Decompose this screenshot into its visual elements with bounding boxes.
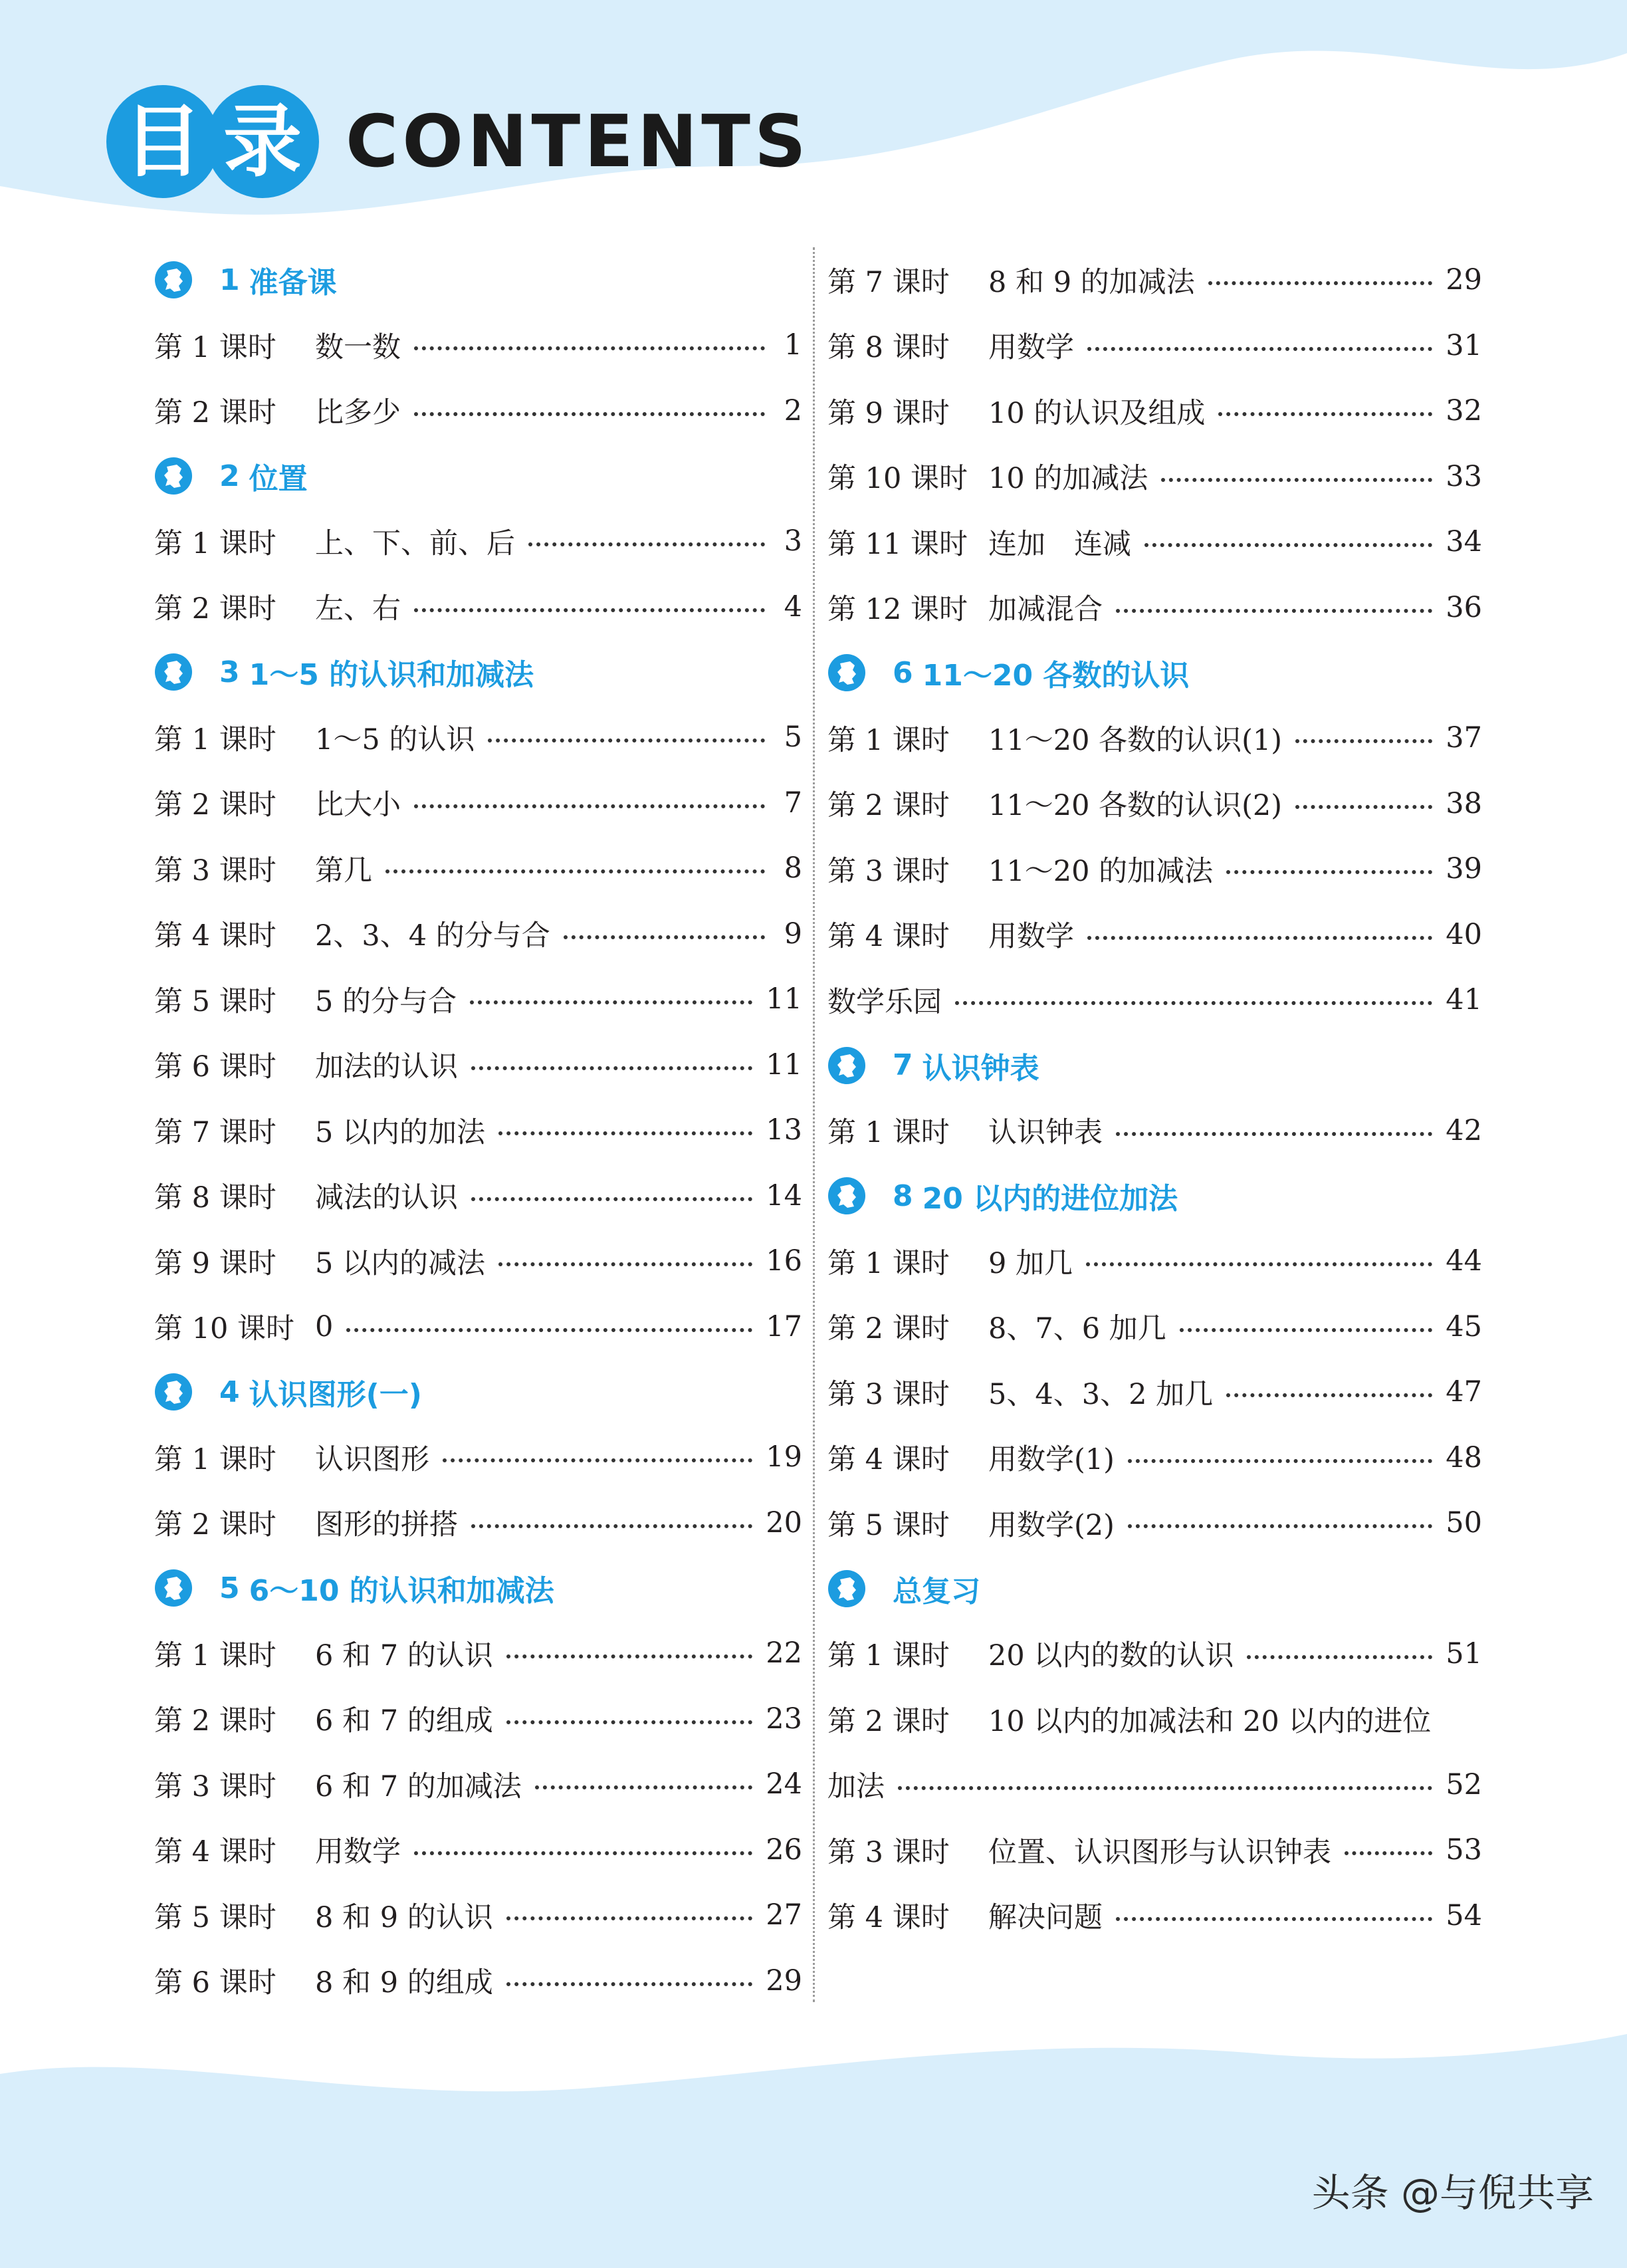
lesson-label: 第 1 课时 (154, 330, 276, 364)
page-number: 2 (784, 394, 802, 427)
lesson-title: 上、下、前、后 (315, 526, 515, 560)
lesson-label: 第 6 课时 (154, 1966, 276, 2000)
lesson-title: 5、4、3、2 加几 (988, 1377, 1214, 1411)
toc-entry[interactable] (154, 1228, 802, 1294)
chapter-title: 认识钟表 (922, 1051, 1039, 1085)
lesson-label: 第 2 课时 (154, 396, 276, 430)
lesson-label: 第 1 课时 (154, 723, 276, 756)
chapter-title: 认识图形(一) (249, 1378, 422, 1412)
chapter-heading[interactable] (154, 1555, 802, 1621)
page-number: 14 (766, 1179, 802, 1212)
toc-header (106, 85, 810, 198)
toc-entry[interactable] (154, 770, 802, 836)
chapter-bullet-icon (154, 261, 193, 299)
lesson-title: 位置、认识图形与认识钟表 (988, 1835, 1331, 1869)
toc-entry[interactable] (154, 705, 802, 770)
page-number: 16 (766, 1244, 802, 1278)
lesson-label: 第 1 课时 (154, 1442, 276, 1476)
toc-entry[interactable] (154, 509, 802, 574)
toc-entry[interactable] (827, 378, 1482, 444)
chapter-title: 11～20 各数的认识 (922, 659, 1190, 693)
lesson-title: 1～5 的认识 (315, 723, 475, 756)
chapter-bullet-icon (154, 1569, 193, 1607)
toc-entry[interactable] (154, 1752, 802, 1817)
dot-leader (1128, 1524, 1432, 1528)
chapter-title: 6～10 的认识和加减法 (249, 1574, 554, 1608)
toc-entry[interactable] (154, 1817, 802, 1883)
lesson-title: 左、右 (315, 592, 401, 626)
chapter-bullet-icon (827, 1177, 866, 1215)
lesson-label: 第 2 课时 (154, 788, 276, 822)
page-number: 34 (1446, 525, 1482, 559)
chapter-number: 1 (219, 263, 240, 297)
lesson-title: 0 (315, 1309, 334, 1343)
toc-entry[interactable] (154, 1490, 802, 1556)
dot-leader (443, 1458, 752, 1462)
chapter-heading[interactable] (154, 443, 802, 509)
lesson-title: 2、3、4 的分与合 (315, 919, 550, 953)
lesson-label: 第 3 课时 (827, 1377, 950, 1411)
toc-entry[interactable] (827, 313, 1482, 379)
chapter-heading[interactable] (827, 1033, 1482, 1098)
dot-leader (498, 1262, 752, 1266)
lesson-label: 数学乐园 (827, 985, 942, 1019)
lesson-title: 6 和 7 的加减法 (315, 1769, 522, 1803)
page-number: 41 (1446, 983, 1482, 1017)
lesson-title: 9 加几 (988, 1246, 1073, 1280)
lesson-label: 第 9 课时 (154, 1246, 276, 1280)
lesson-label: 第 10 课时 (154, 1312, 295, 1346)
lesson-label: 第 2 课时 (154, 1704, 276, 1738)
toc-entry[interactable] (154, 312, 802, 378)
dot-leader (1161, 478, 1432, 482)
contents-heading: CONTENTS (346, 100, 810, 183)
chapter-heading[interactable] (827, 640, 1482, 705)
page-number: 4 (784, 590, 802, 624)
toc-entry[interactable] (827, 836, 1482, 902)
page-number: 9 (784, 917, 802, 951)
lesson-label: 第 4 课时 (827, 1443, 950, 1477)
lesson-title: 6 和 7 的认识 (315, 1639, 493, 1672)
lesson-label: 第 2 课时 (827, 1704, 950, 1738)
page-number: 24 (766, 1767, 802, 1801)
page-number: 22 (766, 1637, 802, 1670)
page-number: 11 (766, 982, 802, 1016)
lesson-title: 连加 连减 (988, 527, 1131, 561)
chapter-bullet-icon (154, 457, 193, 495)
page-number: 5 (784, 721, 802, 754)
lesson-title: 用数学 (988, 331, 1074, 365)
lesson-label: 第 1 课时 (827, 1639, 950, 1673)
dot-leader (1226, 870, 1432, 874)
dot-leader (1087, 347, 1432, 351)
lesson-label: 加法 (827, 1770, 885, 1804)
chapter-title: 总复习 (893, 1574, 980, 1609)
lesson-title: 减法的认识 (315, 1181, 458, 1215)
lesson-title: 数一数 (315, 330, 401, 364)
toc-entry[interactable] (154, 378, 802, 444)
dot-leader (1128, 1459, 1432, 1463)
lesson-title: 10 以内的加减法和 20 以内的进位 (988, 1704, 1432, 1738)
lesson-title: 6 和 7 的组成 (315, 1704, 493, 1738)
toc-right-column (827, 247, 1482, 1948)
bottom-wave-background (0, 2034, 1627, 2268)
toc-entry[interactable] (827, 1621, 1482, 1687)
toc-entry[interactable] (827, 1294, 1482, 1360)
lesson-title: 11～20 各数的认识(2) (988, 789, 1283, 823)
toc-entry[interactable] (154, 574, 802, 640)
toc-entry[interactable] (154, 1097, 802, 1163)
lesson-title: 解决问题 (988, 1901, 1103, 1935)
chapter-heading[interactable] (827, 1556, 1482, 1621)
chapter-heading[interactable] (154, 247, 802, 312)
toc-entry[interactable] (154, 966, 802, 1032)
dot-leader (414, 346, 765, 350)
page-number: 23 (766, 1702, 802, 1736)
page-number: 40 (1446, 917, 1482, 951)
lesson-label: 第 10 课时 (827, 462, 968, 496)
lesson-label: 第 4 课时 (827, 1901, 950, 1935)
dot-leader (1116, 1132, 1432, 1136)
page-number: 1 (784, 328, 802, 362)
lesson-title: 8 和 9 的加减法 (988, 265, 1195, 299)
dot-leader (414, 412, 765, 416)
toc-entry[interactable] (827, 1425, 1482, 1491)
dot-leader (1116, 609, 1432, 613)
dot-leader (1116, 1917, 1432, 1921)
dot-leader (564, 935, 765, 939)
lesson-title: 用数学(2) (988, 1508, 1115, 1542)
toc-entry[interactable] (154, 1882, 802, 1948)
chapter-number: 8 (893, 1179, 913, 1213)
toc-entry[interactable] (154, 901, 802, 967)
lesson-title: 比多少 (315, 396, 401, 430)
dot-leader (535, 1785, 753, 1789)
logo-circle-lu: 录 (206, 85, 319, 198)
page-number: 47 (1446, 1375, 1482, 1409)
dot-leader (488, 738, 765, 742)
toc-entry[interactable] (827, 1228, 1482, 1294)
page-number: 29 (1446, 263, 1482, 297)
lesson-label: 第 8 课时 (827, 331, 950, 365)
lesson-label: 第 12 课时 (827, 593, 968, 627)
chapter-bullet-icon (827, 1569, 866, 1608)
page-number: 45 (1446, 1309, 1482, 1343)
chapter-number: 5 (219, 1571, 240, 1605)
dot-leader (1144, 543, 1432, 547)
page-number: 50 (1446, 1506, 1482, 1540)
toc-entry[interactable] (827, 771, 1482, 837)
page-number: 51 (1446, 1637, 1482, 1670)
page-number: 37 (1446, 721, 1482, 755)
toc-entry[interactable] (154, 1948, 802, 2014)
page-number: 36 (1446, 590, 1482, 624)
dot-leader (470, 1000, 752, 1004)
dot-leader (1086, 1262, 1432, 1266)
lesson-title: 认识图形 (315, 1442, 429, 1476)
chapter-number: 4 (219, 1375, 240, 1409)
toc-entry[interactable] (827, 509, 1482, 575)
dot-leader (506, 1982, 753, 1986)
dot-leader (414, 608, 765, 612)
chapter-bullet-icon (827, 653, 866, 692)
lesson-title: 10 的加减法 (988, 462, 1148, 496)
lesson-label: 第 3 课时 (154, 1769, 276, 1803)
page-number: 42 (1446, 1113, 1482, 1147)
chapter-number: 7 (893, 1048, 913, 1082)
toc-entry[interactable] (827, 1098, 1482, 1164)
toc-logo (106, 85, 326, 198)
page-number: 53 (1446, 1833, 1482, 1867)
page-number: 8 (784, 851, 802, 885)
page-number: 17 (766, 1309, 802, 1343)
dot-leader (506, 1654, 753, 1658)
lesson-label: 第 1 课时 (154, 526, 276, 560)
toc-entry[interactable] (154, 1032, 802, 1098)
lesson-label: 第 7 课时 (827, 265, 950, 299)
chapter-number: 6 (893, 655, 913, 690)
chapter-title: 位置 (249, 462, 308, 496)
toc-entry[interactable] (154, 1621, 802, 1686)
lesson-label: 第 1 课时 (827, 723, 950, 757)
lesson-label: 第 2 课时 (827, 1312, 950, 1346)
lesson-title: 用数学 (988, 920, 1074, 954)
dot-leader (1180, 1328, 1433, 1332)
chapter-heading[interactable] (154, 1359, 802, 1424)
lesson-title: 8、7、6 加几 (988, 1312, 1166, 1346)
chapter-title: 20 以内的进位加法 (922, 1182, 1178, 1216)
dot-leader (1218, 412, 1432, 416)
toc-entry[interactable] (154, 836, 802, 901)
toc-entry[interactable] (827, 1686, 1482, 1752)
toc-entry[interactable] (827, 1490, 1482, 1556)
lesson-label: 第 6 课时 (154, 1050, 276, 1084)
chapter-bullet-icon (827, 1046, 866, 1085)
chapter-title: 准备课 (249, 266, 337, 300)
lesson-label: 第 1 课时 (827, 1246, 950, 1280)
toc-left-column (154, 247, 802, 2013)
dot-leader (1345, 1851, 1432, 1855)
dot-leader (385, 869, 765, 873)
lesson-label: 第 9 课时 (827, 396, 950, 430)
lesson-label: 第 2 课时 (154, 592, 276, 626)
lesson-label: 第 3 课时 (827, 1835, 950, 1869)
toc-entry[interactable] (827, 575, 1482, 641)
lesson-label: 第 11 课时 (827, 527, 968, 561)
lesson-label: 第 3 课时 (154, 853, 276, 887)
page-number: 7 (784, 786, 802, 820)
lesson-title: 加减混合 (988, 593, 1103, 627)
toc-entry[interactable] (827, 1359, 1482, 1425)
toc-entry[interactable] (827, 1817, 1482, 1883)
toc-entry[interactable] (154, 1294, 802, 1360)
page-number: 31 (1446, 328, 1482, 362)
dot-leader (1295, 805, 1432, 809)
lesson-label: 第 1 课时 (154, 1639, 276, 1672)
dot-leader (1247, 1655, 1432, 1659)
lesson-title: 11～20 的加减法 (988, 854, 1214, 888)
lesson-title: 用数学(1) (988, 1443, 1115, 1477)
lesson-title: 加法的认识 (315, 1050, 458, 1084)
lesson-label: 第 7 课时 (154, 1115, 276, 1149)
page-number: 33 (1446, 459, 1482, 493)
lesson-title: 11～20 各数的认识(1) (988, 723, 1283, 757)
dot-leader (506, 1916, 753, 1920)
page-number: 29 (766, 1964, 802, 1997)
page-number: 39 (1446, 852, 1482, 886)
page-number: 20 (766, 1506, 802, 1539)
toc-entry[interactable] (827, 1752, 1482, 1818)
dot-leader (1087, 936, 1432, 940)
dot-leader (471, 1066, 752, 1070)
lesson-title: 比大小 (315, 788, 401, 822)
page-number: 54 (1446, 1898, 1482, 1932)
page-number: 19 (766, 1440, 802, 1474)
chapter-number: 2 (219, 459, 240, 493)
logo-circle-mu: 目 (106, 85, 219, 198)
toc-entry[interactable] (827, 967, 1482, 1033)
lesson-label: 第 3 课时 (827, 854, 950, 888)
dot-leader (1226, 1393, 1432, 1397)
lesson-title: 20 以内的数的认识 (988, 1639, 1234, 1673)
dot-leader (498, 1131, 752, 1135)
dot-leader (414, 1851, 752, 1855)
toc-entry[interactable] (827, 444, 1482, 510)
lesson-title: 5 以内的加法 (315, 1115, 486, 1149)
lesson-title: 10 的认识及组成 (988, 396, 1206, 430)
toc-entry[interactable] (827, 705, 1482, 771)
toc-entry[interactable] (827, 902, 1482, 968)
dot-leader (346, 1328, 752, 1332)
lesson-label: 第 5 课时 (154, 1900, 276, 1934)
page-number: 52 (1446, 1767, 1482, 1801)
lesson-title: 用数学 (315, 1835, 401, 1869)
page-number: 44 (1446, 1244, 1482, 1278)
toc-entry[interactable] (827, 247, 1482, 313)
page-number: 3 (784, 524, 802, 558)
dot-leader (1208, 281, 1433, 285)
toc-entry[interactable] (154, 1424, 802, 1490)
page-number: 26 (766, 1833, 802, 1867)
lesson-label: 第 8 课时 (154, 1181, 276, 1215)
lesson-title: 图形的拼搭 (315, 1508, 458, 1542)
toc-entry[interactable] (154, 1163, 802, 1229)
page-number: 13 (766, 1113, 802, 1147)
lesson-label: 第 4 课时 (154, 919, 276, 953)
chapter-heading[interactable] (154, 639, 802, 705)
dot-leader (898, 1786, 1432, 1790)
lesson-label: 第 2 课时 (827, 789, 950, 823)
chapter-title: 1～5 的认识和加减法 (249, 658, 534, 692)
chapter-heading[interactable] (827, 1163, 1482, 1228)
lesson-label: 第 5 课时 (154, 984, 276, 1018)
lesson-title: 8 和 9 的组成 (315, 1966, 493, 2000)
chapter-bullet-icon (154, 1373, 193, 1411)
page-number: 27 (766, 1898, 802, 1932)
lesson-label: 第 4 课时 (154, 1835, 276, 1869)
watermark: 头条 @与倪共享 (1311, 2170, 1594, 2215)
chapter-number: 3 (219, 655, 240, 689)
dot-leader (414, 804, 765, 808)
lesson-title: 5 以内的减法 (315, 1246, 486, 1280)
page-number: 32 (1446, 394, 1482, 428)
lesson-label: 第 1 课时 (827, 1116, 950, 1150)
dot-leader (528, 542, 765, 546)
lesson-title: 认识钟表 (988, 1116, 1103, 1150)
lesson-label: 第 5 课时 (827, 1508, 950, 1542)
dot-leader (1295, 739, 1432, 743)
chapter-bullet-icon (154, 653, 193, 691)
page-number: 11 (766, 1048, 802, 1081)
lesson-title: 8 和 9 的认识 (315, 1900, 493, 1934)
dot-leader (955, 1001, 1432, 1005)
dot-leader (471, 1524, 752, 1528)
lesson-title: 5 的分与合 (315, 984, 457, 1018)
dot-leader (506, 1720, 753, 1724)
column-divider (813, 247, 815, 2002)
toc-entry[interactable] (827, 1883, 1482, 1949)
lesson-label: 第 4 课时 (827, 920, 950, 954)
lesson-label: 第 2 课时 (154, 1508, 276, 1542)
page-number: 38 (1446, 786, 1482, 820)
page-number: 48 (1446, 1440, 1482, 1474)
toc-entry[interactable] (154, 1686, 802, 1752)
dot-leader (471, 1197, 752, 1201)
lesson-title: 第几 (315, 853, 372, 887)
